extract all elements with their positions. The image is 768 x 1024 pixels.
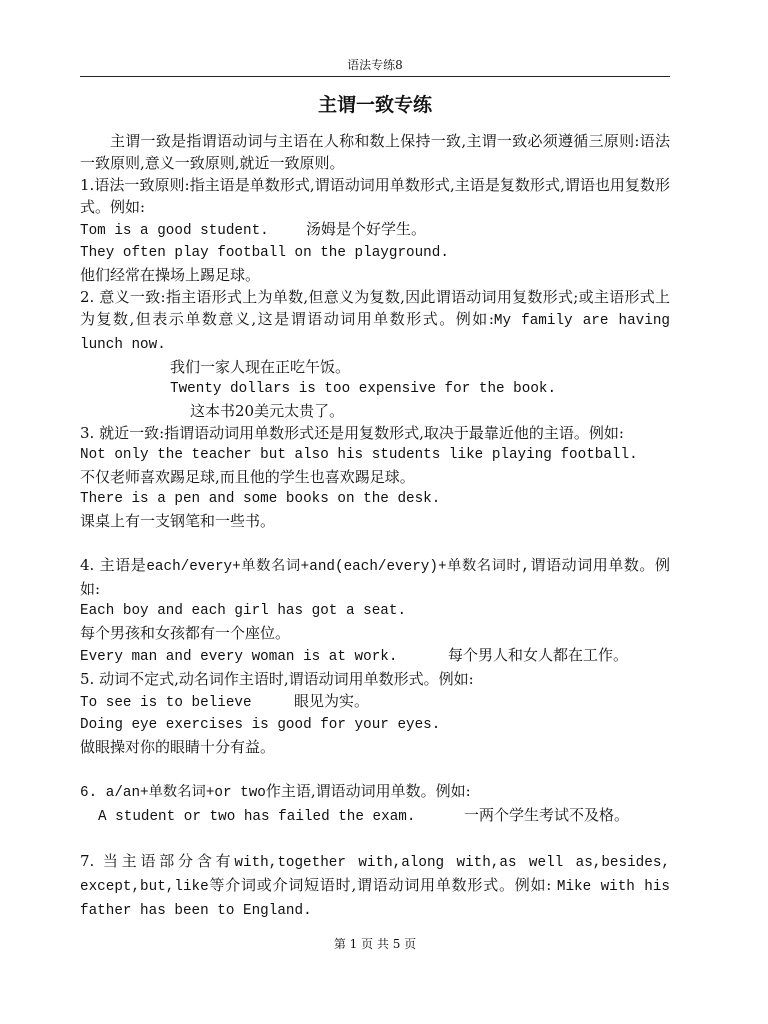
rule4-example1-en: Each boy and each girl has got a seat. xyxy=(80,603,407,619)
rule1-example2-en: They often play football on the playground. xyxy=(80,245,449,261)
rule6-suffix: 作主语,谓语动词用单数。例如: xyxy=(265,782,471,800)
rule3-example2-en: There is a pen and some books on the desk. xyxy=(80,491,441,507)
page-header: 语法专练8 xyxy=(347,58,403,72)
rule2-example1-en: My family are having lunch now. xyxy=(80,313,670,353)
header-rule xyxy=(80,76,670,77)
rule2-example1-cn: 我们一家人现在正吃午饭。 xyxy=(170,358,351,376)
document-body xyxy=(80,130,670,922)
rule3-example1-cn: 不仅老师喜欢踢足球,而且他的学生也喜欢踢足球。 xyxy=(80,468,415,486)
rule4-text xyxy=(80,554,670,600)
rule1-example2-cn: 他们经常在操场上踢足球。 xyxy=(80,266,261,284)
rule3-text: 3. 就近一致:指谓语动词用单数形式还是用复数形式,取决于最靠近他的主语。例如: xyxy=(80,424,624,442)
rule4-pattern: each/every+单数名词+and(each/every)+单数名词时, xyxy=(146,559,530,575)
page-footer: 第 1 页 共 5 页 xyxy=(333,937,417,951)
rule5-example1-en: To see is to believe xyxy=(80,695,252,711)
rule7-prefix: 7. 当主语部分含有 xyxy=(80,852,235,870)
rule4-prefix: 4. 主语是 xyxy=(80,556,147,574)
rule4-example1-cn: 每个男孩和女孩都有一个座位。 xyxy=(80,624,291,642)
rule5-example1-cn: 眼见为实。 xyxy=(294,692,370,710)
rule6-example1 xyxy=(80,804,670,828)
rule5-text: 5. 动词不定式,动名词作主语时,谓语动词用单数形式。例如: xyxy=(80,670,474,688)
rule1-example1-cn: 汤姆是个好学生。 xyxy=(306,220,427,238)
rule1-example1 xyxy=(80,218,670,242)
rule4-suffix: 谓语动词用单数。例如: xyxy=(80,556,670,598)
rule5-example2-cn: 做眼操对你的眼睛十分有益。 xyxy=(80,738,276,756)
rule6-prefix: 6. a/an+单数名词+or two xyxy=(80,785,266,801)
rule1-text: 1.语法一致原则:指主语是单数形式,谓语动词用单数形式,主语是复数形式,谓语也用复数形式。例如: xyxy=(80,176,670,216)
rule7-list: with,together with,along with,as well as,besides, except,but,like xyxy=(80,855,670,895)
rule5-example2-en: Doing eye exercises is good for your eyes. xyxy=(80,717,441,733)
rule4-example2 xyxy=(80,644,670,668)
rule6-example1-cn: 一两个学生考试不及格。 xyxy=(464,806,630,824)
rule2-example2-cn: 这本书20美元太贵了。 xyxy=(190,402,345,420)
intro-paragraph: 主谓一致是指谓语动词与主语在人称和数上保持一致,主谓一致必须遵循三原则:语法一致原则,意义一致原则,就近一致原则。 xyxy=(80,132,670,172)
rule2-example2-en: Twenty dollars is too expensive for the book. xyxy=(170,381,557,397)
rule3-example1-en: Not only the teacher but also his students like playing football. xyxy=(80,447,638,463)
spacer xyxy=(80,532,670,554)
rule6-text xyxy=(80,780,670,804)
spacer xyxy=(80,758,670,780)
rule1-example1-en: Tom is a good student. xyxy=(80,223,269,239)
rule4-example2-en: Every man and every woman is at work. xyxy=(80,649,398,665)
rule7-example1-en: Mike with his father has been to England. xyxy=(80,879,670,919)
rule5-example1 xyxy=(80,690,670,714)
page-title: 主谓一致专练 xyxy=(317,94,432,116)
rule2-text-body: 2. 意义一致:指主语形式上为单数,但意义为复数,因此谓语动词用复数形式;或主语形式上为复数,但表示单数意义,这是谓语动词用单数形式。例如: xyxy=(80,288,670,328)
rule7-mid: 等介词或介词短语时,谓语动词用单数形式。例如: xyxy=(208,876,552,894)
rule2-text xyxy=(80,286,670,356)
rule4-example2-cn: 每个男人和女人都在工作。 xyxy=(448,646,629,664)
spacer xyxy=(80,828,670,850)
rule7-text xyxy=(80,850,670,922)
rule6-example1-en: A student or two has failed the exam. xyxy=(98,809,416,825)
rule3-example2-cn: 课桌上有一支钢笔和一些书。 xyxy=(80,512,276,530)
